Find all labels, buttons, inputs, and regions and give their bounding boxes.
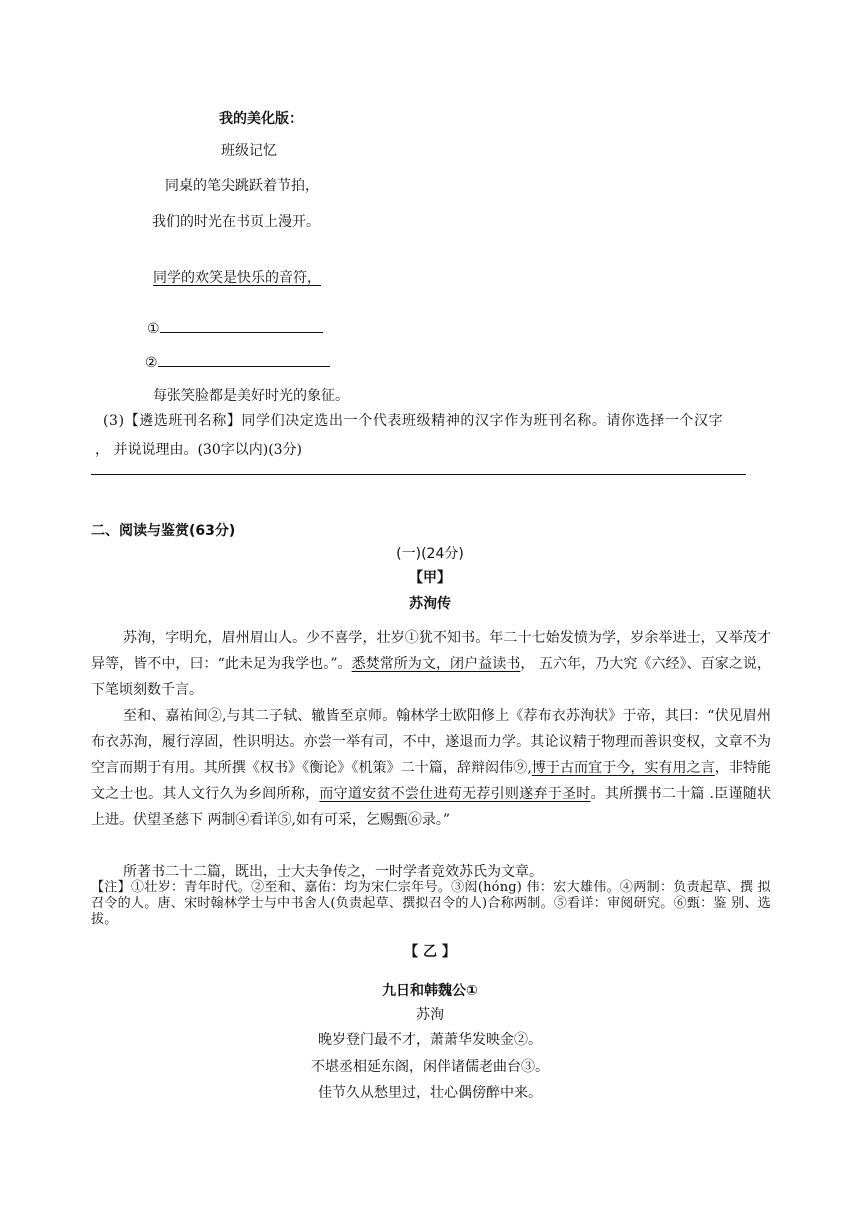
paragraph-2-text-c: 。其所撰书二十篇 .臣谨随状上进。伏望圣慈下 两制④看详⑤,如有可采，乞赐甄⑥录。” <box>91 786 772 828</box>
paragraph-2-underlined-1: 博于古而宜于今，实有用之言 <box>531 760 715 776</box>
poem-b-line-1: 晚岁登门最不才，萧萧华发映金②。 <box>318 1032 542 1048</box>
blank-1-marker: ① <box>147 321 160 337</box>
paragraph-2-text-a: 至和、嘉祐间②,与其二子轼、辙皆至京师。翰林学士欧阳修上《荐布衣苏洵状》于帝，其曰：“伏见眉州布衣苏洵，履行淳固，性识明达。亦尝一举有司，不中，遂退而力学。其论议精于物理而善识变权，文章不为空言而期于有用。其所撰《权书》《衡论》《机策》二十篇，辞辩闳伟⑨, <box>91 708 771 776</box>
question-3-line-2: ， 并说说理由。(30字以内)(3分) <box>95 442 303 458</box>
poem-b-title: 九日和韩魏公① <box>382 983 478 999</box>
article-title: 苏洵传 <box>409 596 451 612</box>
part-a-label: 【甲】 <box>409 570 451 586</box>
sub-heading-1: (一)(24分) <box>396 546 464 562</box>
blank-line-2 <box>145 352 330 371</box>
annotation-note: 【注】①壮岁：青年时代。②至和、嘉佑：均为宋仁宗年号。③闳(hóng) 伟：宏大雄伟。④两制：负责起草、撰 拟召令的人。唐、宋时翰林学士与中书舍人(负责起草、撰拟召令的人)合称两制。⑤看详：审阅研究。⑥甄：鉴 别、选拔。 <box>91 880 771 927</box>
poem-line-2: 我们的时光在书页上漫开。 <box>152 214 320 230</box>
paragraph-1-underlined: 悉焚常所为文，闭户益读书 <box>351 656 521 672</box>
poem-title: 班级记忆 <box>221 143 277 159</box>
poem-b-line-3: 佳节久从愁里过，壮心偶傍醉中来。 <box>318 1085 542 1101</box>
paragraph-2-text-b: ，非特能文之士也。其人文行久为乡闾所称， <box>91 760 771 802</box>
paragraph-1-text-a: 苏洵，字明允，眉州眉山人。少不喜学，壮岁①犹不知书。年二十七始发愤为学，岁余举进士，又举茂才异等，皆不中，曰：“此未足为我学也。”。 <box>91 630 771 672</box>
answer-blank-2[interactable] <box>158 352 330 367</box>
paragraph-2-underlined-2: 而守道安贫不尝仕进苟无荐引则遂弃于圣时 <box>319 786 591 802</box>
part-b-label: 【 乙 】 <box>404 944 456 960</box>
paragraph-2 <box>91 703 771 833</box>
blank-line-1 <box>147 318 323 337</box>
question-3-line-1: (3)【遴选班刊名称】同学们决定选出一个代表班级精神的汉字作为班刊名称。请你选择一个汉字 <box>103 413 724 429</box>
poem-b-author: 苏洵 <box>416 1007 444 1023</box>
paragraph-1 <box>91 625 771 703</box>
paragraph-1-text-b: ， 五六年，乃大究《六经》、百家之说，下笔顷刻数千言。 <box>91 656 771 698</box>
poem-line-3: 同学的欢笑是快乐的音符， <box>153 270 321 286</box>
answer-blank-1[interactable] <box>160 318 323 333</box>
answer-line[interactable] <box>91 474 746 475</box>
section-2-heading: 二、阅读与鉴赏(63分) <box>91 523 236 539</box>
paragraph-3: 所著书二十二篇，既出，士大夫争传之，一时学者竞效苏氏为文章。 <box>123 864 543 880</box>
poem-line-1: 同桌的笔尖跳跃着节拍， <box>165 178 319 194</box>
poem-b-line-2: 不堪丞相延东阁，闲伴诸儒老曲台③。 <box>311 1059 549 1075</box>
beautified-heading: 我的美化版： <box>219 111 303 127</box>
poem-last-line: 每张笑脸都是美好时光的象征。 <box>153 388 349 404</box>
blank-2-marker: ② <box>145 355 158 371</box>
